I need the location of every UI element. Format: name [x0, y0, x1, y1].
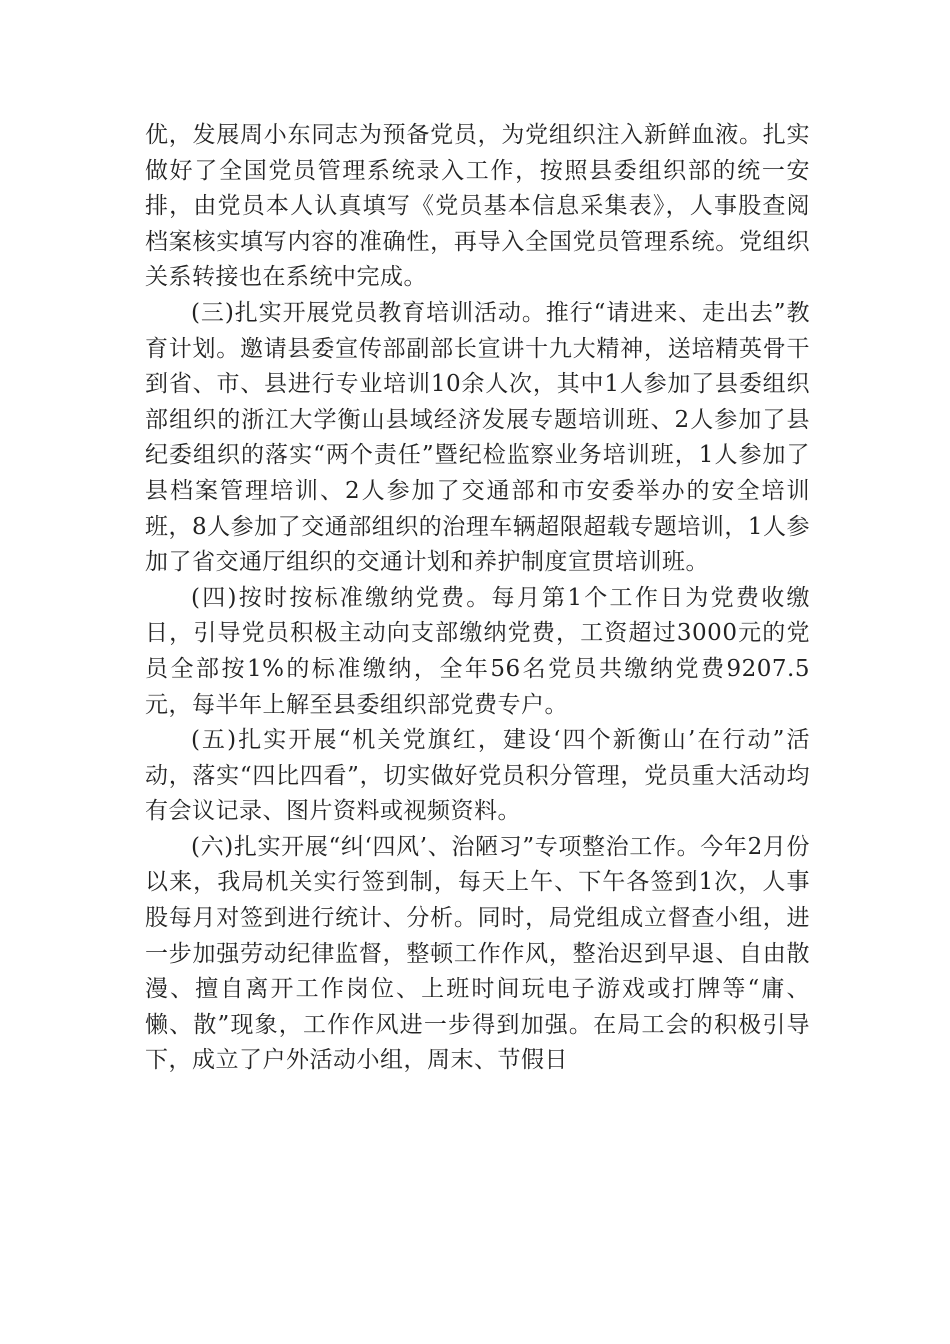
paragraph-continuation: 优，发展周小东同志为预备党员，为党组织注入新鲜血液。扎实做好了全国党员管理系统录入工作，按照县委组织部的统一安排，由党员本人认真填写《党员基本信息采集表》，人事股查阅档案核实填写内容的准确性，再导入全国党员管理系统。党组织关系转接也在系统中完成。: [145, 122, 810, 291]
paragraph-section-3-party-education-training: (三)扎实开展党员教育培训活动。推行“请进来、走出去”教育计划。邀请县委宣传部副部长宣讲十九大精神，送培精英骨干到省、市、县进行专业培训10余人次，其中1人参加了县委组织部组织的浙江大学衡山县域经济发展专题培训班、2人参加了县纪委组织的落实“两个责任”暨纪检监察业务培训班，1人参加了县档案管理培训、2人参加了交通部和市安委举办的安全培训班，8人参加了交通部组织的治理车辆超限超载专题培训，1人参加了省交通厅组织的交通计划和养护制度宣贯培训班。: [145, 299, 810, 576]
paragraph-section-6-rectification-work: (六)扎实开展“纠‘四风’、治陋习”专项整治工作。今年2月份以来，我局机关实行签到制，每天上午、下午各签到1次，人事股每月对签到进行统计、分析。同时，局党组成立督查小组，进一步加强劳动纪律监督，整顿工作作风，整治迟到早退、自由散漫、擅自离开工作岗位、上班时间玩电子游戏或打牌等“庸、懒、散”现象，工作作风进一步得到加强。在局工会的积极引导下，成立了户外活动小组，周末、节假日: [145, 833, 810, 1074]
paragraph-section-4-party-dues: (四)按时按标准缴纳党费。每月第1个工作日为党费收缴日，引导党员积极主动向支部缴纳党费，工资超过3000元的党员全部按1%的标准缴纳，全年56名党员共缴纳党费9207.5元，每半年上解至县委组织部党费专户。: [145, 584, 810, 718]
document-body: [145, 118, 810, 1079]
paragraph-section-5-party-flag-campaign: (五)扎实开展“机关党旗红，建设‘四个新衡山’在行动”活动，落实“四比四看”，切实做好党员积分管理，党员重大活动均有会议记录、图片资料或视频资料。: [145, 727, 810, 825]
